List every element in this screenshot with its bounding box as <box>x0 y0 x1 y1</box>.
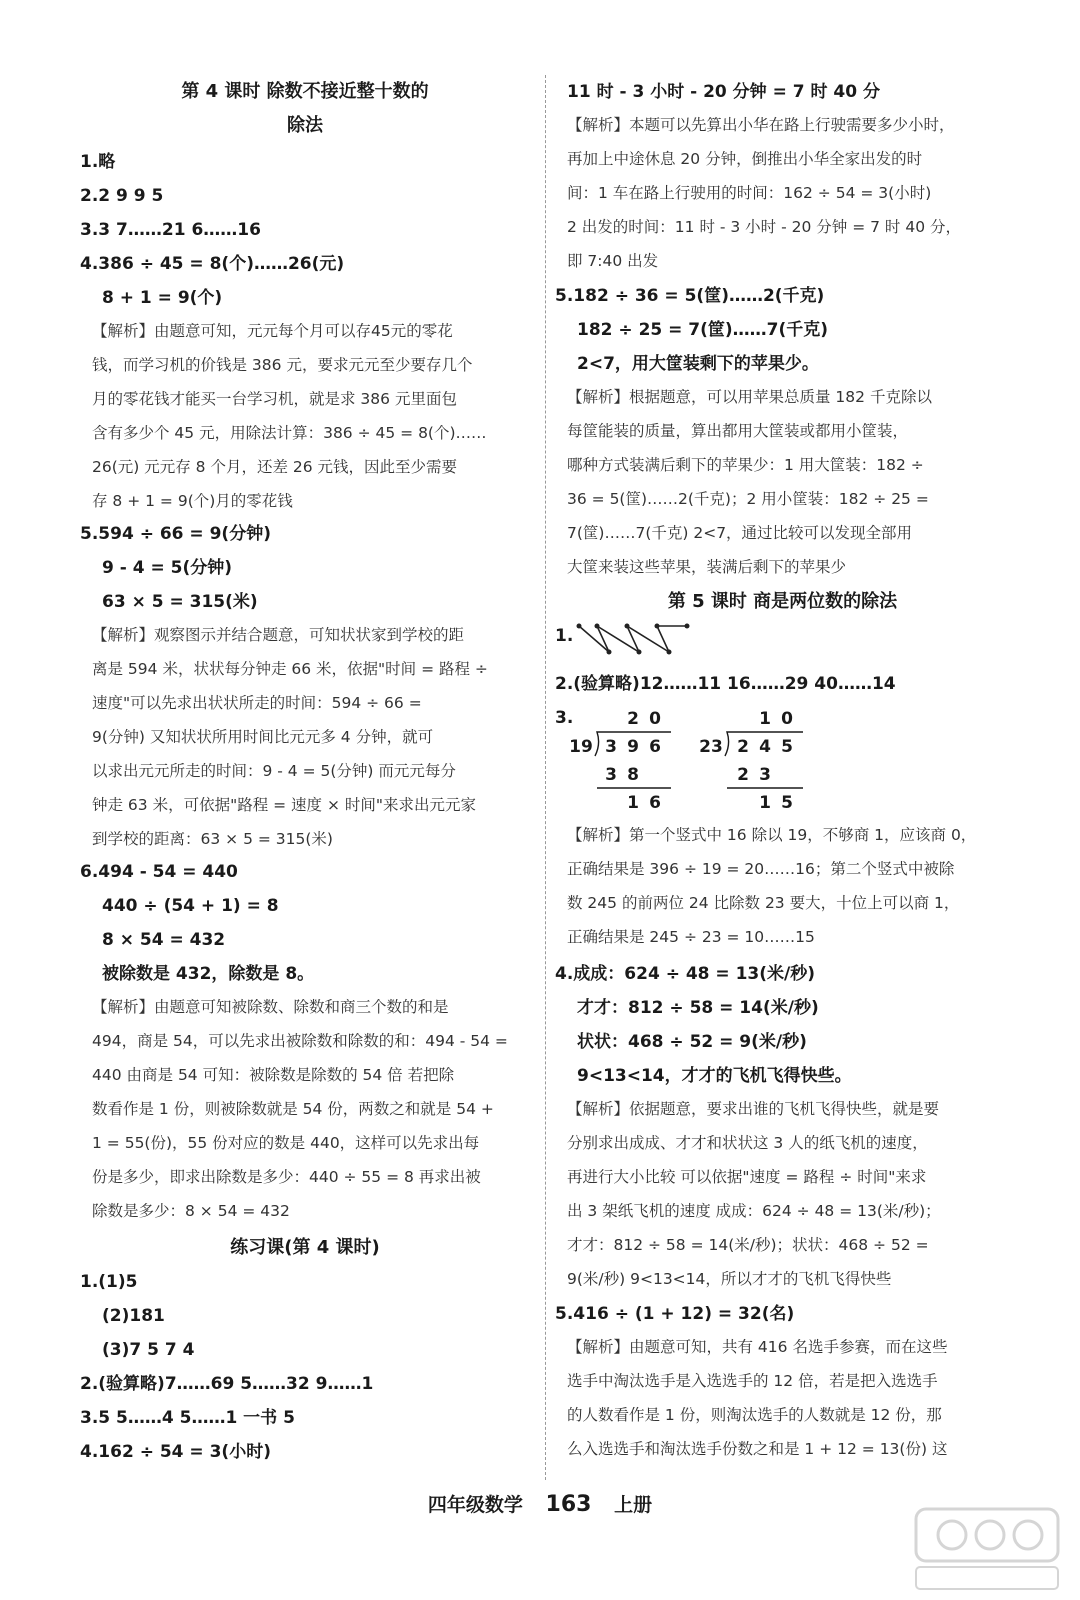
practice-answer-4-step2: 11 时 - 3 小时 - 20 分钟 = 7 时 40 分 <box>567 82 881 102</box>
matching-lines-diagram <box>569 620 709 660</box>
explanation-5 <box>92 618 532 856</box>
answer-6: 6.494 - 54 = 440 <box>80 862 238 882</box>
lesson5-answer-3: 3. <box>555 708 574 728</box>
explanation-line: 除数是多少：8 × 54 = 432 <box>92 1202 290 1220</box>
answer-4-step: 8 + 1 = 9(个) <box>102 288 223 308</box>
explanation-line: 以求出元元所走的时间：9 - 4 = 5(分钟) 而元元每分 <box>92 762 456 780</box>
lesson5-answer-4: 4.成成：624 ÷ 48 = 13(米/秒) <box>555 964 815 984</box>
explanation-line: 【解析】观察图示并结合题意，可知状状家到学校的距 <box>92 626 465 644</box>
explanation-practice-5 <box>567 380 1012 584</box>
div2-dividend-hundreds: 2 <box>737 737 749 757</box>
div1-subtract-tens: 3 <box>605 765 617 785</box>
div1-quotient-tens: 2 <box>627 709 639 729</box>
explanation-line: 的人数看作是 1 份，则淘汰选手的人数就是 12 份，那 <box>567 1406 942 1424</box>
explanation-line: 正确结果是 245 ÷ 23 = 10……15 <box>567 928 815 946</box>
explanation-line: 【解析】由题意可知，元元每个月可以存45元的零花 <box>92 322 453 340</box>
lesson5-answer-2: 2.(验算略)12……11 16……29 40……14 <box>555 674 896 694</box>
div2-quotient-tens: 1 <box>759 709 771 729</box>
explanation-line: 9(分钟) 又知状状所用时间比元元多 4 分钟，就可 <box>92 728 434 746</box>
explanation-line: 36 = 5(筐)……2(千克)；2 用小筐装：182 ÷ 25 = <box>567 490 929 508</box>
explanation-line: 再进行大小比较 可以依据"速度 = 路程 ÷ 时间"来求 <box>567 1168 927 1186</box>
explanation-line: 含有多少个 45 元，用除法计算：386 ÷ 45 = 8(个)…… <box>92 424 487 442</box>
practice-answer-4: 4.162 ÷ 54 = 3(小时) <box>80 1442 271 1462</box>
explanation-line: 间：1 车在路上行驶用的时间：162 ÷ 54 = 3(小时) <box>567 184 932 202</box>
column-divider <box>545 75 546 1480</box>
explanation-line: 数 245 的前两位 24 比除数 23 要大，十位上可以商 1， <box>567 894 960 912</box>
explanation-line: 到学校的距离：63 × 5 = 315(米) <box>92 830 333 848</box>
answer-5: 5.594 ÷ 66 = 9(分钟) <box>80 524 271 544</box>
explanation-line: 钱，而学习机的价钱是 386 元，要求元元至少要存几个 <box>92 356 473 374</box>
footer-volume: 上册 <box>614 1494 653 1516</box>
explanation-line: 存 8 + 1 = 9(个)月的零花钱 <box>92 492 293 510</box>
explanation-line: 即 7:40 出发 <box>567 252 659 270</box>
answer-6-step2: 440 ÷ (54 + 1) = 8 <box>102 896 279 916</box>
div2-subtract-ones: 3 <box>759 765 771 785</box>
explanation-line: 7(筐)……7(千克) 2<7，通过比较可以发现全部用 <box>567 524 913 542</box>
answer-5-step2: 9 - 4 = 5(分钟) <box>102 558 232 578</box>
div1-divisor: 19 <box>569 737 593 757</box>
practice-answer-5: 5.182 ÷ 36 = 5(筐)……2(千克) <box>555 286 825 306</box>
practice-answer-1-3: (3)7 5 7 4 <box>102 1340 195 1360</box>
explanation-line: 1 = 55(份)，55 份对应的数是 440，这样可以先求出每 <box>92 1134 480 1152</box>
explanation-line: 【解析】根据题意，可以用苹果总质量 182 千克除以 <box>567 388 932 406</box>
practice-title: 练习课(第 4 课时) <box>230 1237 380 1258</box>
explanation-line: 份是多少，即求出除数是多少：440 ÷ 55 = 8 再求出被 <box>92 1168 481 1186</box>
explanation-line: 【解析】由题意可知被除数、除数和商三个数的和是 <box>92 998 449 1016</box>
div2-dividend-ones: 5 <box>781 737 793 757</box>
explanation-lesson5-5 <box>567 1330 1012 1466</box>
practice-answer-5-conclusion: 2<7，用大筐装剩下的苹果少。 <box>577 354 819 374</box>
answer-3: 3.3 7……21 6……16 <box>80 220 261 240</box>
div1-remainder-tens: 1 <box>627 793 639 813</box>
explanation-line: 【解析】由题意可知，共有 416 名选手参赛，而在这些 <box>567 1338 948 1356</box>
watermark-logo <box>912 1505 1062 1595</box>
answer-6-conclusion: 被除数是 432，除数是 8。 <box>102 964 315 984</box>
explanation-line: 月的零花钱才能买一台学习机，就是求 386 元里面包 <box>92 390 457 408</box>
div2-dividend-tens: 4 <box>759 737 771 757</box>
explanation-line: 494，商是 54，可以先求出被除数和除数的和：494 - 54 = <box>92 1032 508 1050</box>
answer-6-step3: 8 × 54 = 432 <box>102 930 226 950</box>
lesson5-answer-4-step3: 状状：468 ÷ 52 = 9(米/秒) <box>577 1032 807 1052</box>
explanation-line: 9(米/秒) 9<13<14，所以才才的飞机飞得快些 <box>567 1270 892 1288</box>
page-number: 163 <box>545 1492 592 1517</box>
div2-subtract-tens: 2 <box>737 765 749 785</box>
div2-remainder-tens: 1 <box>759 793 771 813</box>
explanation-line: 出 3 架纸飞机的速度 成成：624 ÷ 48 = 13(米/秒)； <box>567 1202 941 1220</box>
explanation-line: 每筐能装的质量，算出都用大筐装或都用小筐装， <box>567 422 909 440</box>
lesson5-title: 第 5 课时 商是两位数的除法 <box>667 591 898 612</box>
long-division-diagrams <box>569 706 835 816</box>
answer-2: 2.2 9 9 5 <box>80 186 164 206</box>
div2-remainder-ones: 5 <box>781 793 793 813</box>
explanation-4 <box>92 314 532 518</box>
explanation-line: 钟走 63 米，可依据"路程 = 速度 × 时间"来求出元元家 <box>92 796 477 814</box>
explanation-line: 才才：812 ÷ 58 = 14(米/秒)；状状：468 ÷ 52 = <box>567 1236 929 1254</box>
explanation-lesson5-4 <box>567 1092 1012 1296</box>
practice-answer-5-step2: 182 ÷ 25 = 7(筐)……7(千克) <box>577 320 829 340</box>
explanation-line: 么入选选手和淘汰选手份数之和是 1 + 12 = 13(份) 这 <box>567 1440 948 1458</box>
explanation-line: 数看作是 1 份，则被除数就是 54 份，两数之和就是 54 + <box>92 1100 494 1118</box>
practice-answer-2: 2.(验算略)7……69 5……32 9……1 <box>80 1374 374 1394</box>
lesson5-answer-1: 1. <box>555 626 574 646</box>
div1-subtract-ones: 8 <box>627 765 639 785</box>
explanation-line: 26(元) 元元存 8 个月，还差 26 元钱，因此至少需要 <box>92 458 458 476</box>
explanation-line: 正确结果是 396 ÷ 19 = 20……16；第二个竖式中被除 <box>567 860 955 878</box>
explanation-line: 【解析】依据题意，要求出谁的飞机飞得快些，就是要 <box>567 1100 940 1118</box>
practice-answer-1-2: (2)181 <box>102 1306 165 1326</box>
lesson5-answer-5: 5.416 ÷ (1 + 12) = 32(名) <box>555 1304 795 1324</box>
lesson5-answer-4-step2: 才才：812 ÷ 58 = 14(米/秒) <box>577 998 819 1018</box>
explanation-line: 【解析】第一个竖式中 16 除以 19，不够商 1，应该商 0， <box>567 826 977 844</box>
explanation-line: 【解析】本题可以先算出小华在路上行驶需要多少小时， <box>567 116 955 134</box>
practice-answer-1: 1.(1)5 <box>80 1272 138 1292</box>
lesson4-title-line2: 除法 <box>287 115 323 136</box>
explanation-line: 2 出发的时间：11 时 - 3 小时 - 20 分钟 = 7 时 40 分， <box>567 218 961 236</box>
explanation-line: 分别求出成成、才才和状状这 3 人的纸飞机的速度， <box>567 1134 928 1152</box>
footer-grade: 四年级数学 <box>427 1494 523 1516</box>
explanation-line: 速度"可以先求出状状所走的时间：594 ÷ 66 = <box>92 694 422 712</box>
explanation-practice-4 <box>567 108 1012 278</box>
explanation-line: 选手中淘汰选手是入选选手的 12 倍，若是把入选选手 <box>567 1372 938 1390</box>
explanation-6 <box>92 990 532 1228</box>
answer-5-step3: 63 × 5 = 315(米) <box>102 592 258 612</box>
div1-quotient-ones: 0 <box>649 709 661 729</box>
explanation-line: 440 由商是 54 可知：被除数是除数的 54 倍 若把除 <box>92 1066 455 1084</box>
explanation-line: 大筐来装这些苹果，装满后剩下的苹果少 <box>567 558 847 576</box>
div1-dividend-hundreds: 3 <box>605 737 617 757</box>
div1-remainder-ones: 6 <box>649 793 661 813</box>
lesson5-answer-4-conclusion: 9<13<14，才才的飞机飞得快些。 <box>577 1066 852 1086</box>
div2-quotient-ones: 0 <box>781 709 793 729</box>
lesson4-title-line1: 第 4 课时 除数不接近整十数的 <box>181 81 429 102</box>
div1-dividend-ones: 6 <box>649 737 661 757</box>
explanation-lesson5-3 <box>567 818 1012 954</box>
explanation-line: 再加上中途休息 20 分钟，倒推出小华全家出发的时 <box>567 150 923 168</box>
practice-answer-3: 3.5 5……4 5……1 一书 5 <box>80 1408 295 1428</box>
answer-4: 4.386 ÷ 45 = 8(个)……26(元) <box>80 254 345 274</box>
explanation-line: 哪种方式装满后剩下的苹果少：1 用大筐装：182 ÷ <box>567 456 924 474</box>
div2-divisor: 23 <box>699 737 723 757</box>
answer-1: 1.略 <box>80 152 116 172</box>
div1-dividend-tens: 9 <box>627 737 639 757</box>
explanation-line: 离是 594 米，状状每分钟走 66 米，依据"时间 = 路程 ÷ <box>92 660 488 678</box>
